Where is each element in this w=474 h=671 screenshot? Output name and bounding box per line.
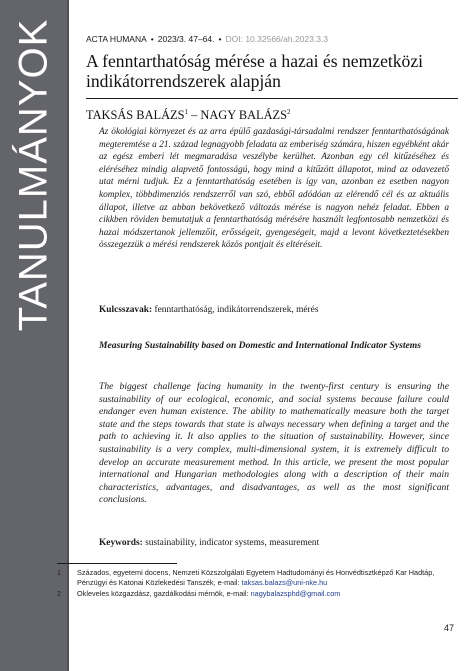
email-link[interactable]: taksas.balazs@uni-nke.hu bbox=[241, 578, 328, 587]
author-name: TAKSÁS BALÁZS bbox=[86, 108, 185, 123]
email-link[interactable]: nagybalazsphd@gmail.com bbox=[250, 589, 341, 598]
keywords-value: sustainability, indicator systems, measurement bbox=[145, 538, 320, 548]
abstract-english: The biggest challenge facing humanity in the twenty-first century is ensuring the sustainability of our ecological, economic, and social systems because failure could endanger even human existence. The ability to mathematically measure both the target state and the steps towards that state is always necessary when defining a target and the path to achieving it. It also applies to the situation of sustainability. However, since sustainability is a very complex, multi-dimensional system, it is extremely difficult to develop an accurate measurement method. In this article, we present the most popular international and Hungarian methodologies along with a description of their main characteristics, advantages, and disadvantages, as well as the most significant conclusions. bbox=[99, 381, 449, 506]
keywords-label: Kulcsszavak: bbox=[99, 305, 153, 315]
header-separator: • bbox=[150, 34, 154, 44]
footnote-divider bbox=[57, 563, 177, 564]
section-label: TANULMÁNYOK bbox=[11, 18, 56, 332]
title-divider bbox=[86, 98, 458, 99]
keywords-hungarian bbox=[99, 304, 449, 316]
journal-header bbox=[86, 34, 460, 44]
journal-name: ACTA HUMANA bbox=[86, 34, 147, 44]
journal-issue: 2023/3. 47–64. bbox=[157, 34, 215, 44]
footnote-number: 1 bbox=[57, 568, 62, 577]
footnote-body bbox=[77, 568, 457, 588]
keywords-label: Keywords: bbox=[99, 538, 143, 548]
footnote-marker[interactable]: 2 bbox=[287, 108, 291, 116]
abstract-hungarian: Az ökológiai környezet és az arra épülő gazdasági-társadalmi rendszer fenntarthatóságának megteremtése a 21. század legnagyobb feladata az emberiség számára, hiszen egyébként akár az egész emberi lét megmaradása veszélybe kerülhet. Azonban egy cél kitűzéséhez és eléréséhez mindig alapvető fontosságú, hogy mind a kitűzött állapotot, mind az odavezető utat mérni tudjuk. Ez a fenntarthatóság esetében is így van, azonban ez esetben nagyon komplex, többdimenziós rendszerről van szó, ebből adódóan az elérendő cél és az aktuális állapot, illetve az abban bekövetkező változás mérése is nagyon nehéz feladat. Ebben a cikkben röviden bemutatjuk a fenntarthatóság mérésére használt legfontosabb nemzetközi és hazai módszertanok jellemzőit, erősségeit, gyengeségeit, majd a levont következtetésekben összegezzük a mérési rendszerek közös pontjait és eltéréseit. bbox=[99, 127, 449, 251]
footnote-number: 2 bbox=[57, 589, 62, 598]
keywords-value: fenntarthatóság, indikátorrendszerek, mérés bbox=[154, 305, 319, 315]
footnotes bbox=[57, 568, 457, 600]
footnote-text: Okleveles közgazdász, gazdálkodási mérnök, e-mail: bbox=[77, 589, 249, 598]
english-title: Measuring Sustainability based on Domestic and International Indicator Systems bbox=[99, 340, 421, 351]
author-name: NAGY BALÁZS bbox=[200, 108, 288, 123]
author-separator: – bbox=[188, 108, 201, 123]
footnote bbox=[57, 589, 457, 599]
keywords-english bbox=[99, 537, 449, 549]
footnote-body bbox=[77, 589, 457, 599]
footnote-marker[interactable]: 1 bbox=[184, 108, 188, 116]
header-separator: • bbox=[218, 34, 222, 44]
page-number: 47 bbox=[443, 623, 454, 633]
footnote bbox=[57, 568, 457, 588]
article-title: A fenntarthatóság mérése a hazai és nemzetközi indikátorrendszerek alapján bbox=[86, 51, 424, 91]
footnote-text: Százados, egyetemi docens, Nemzeti Közszolgálati Egyetem Hadtudományi és Honvédtisztképző Kar Hadtáp, Pénzügyi és Katonai Közlekedési Tanszék, e-mail: bbox=[77, 568, 435, 587]
author-line bbox=[86, 108, 291, 123]
doi-link[interactable]: DOI: 10.32566/ah.2023.3.3 bbox=[225, 34, 329, 44]
